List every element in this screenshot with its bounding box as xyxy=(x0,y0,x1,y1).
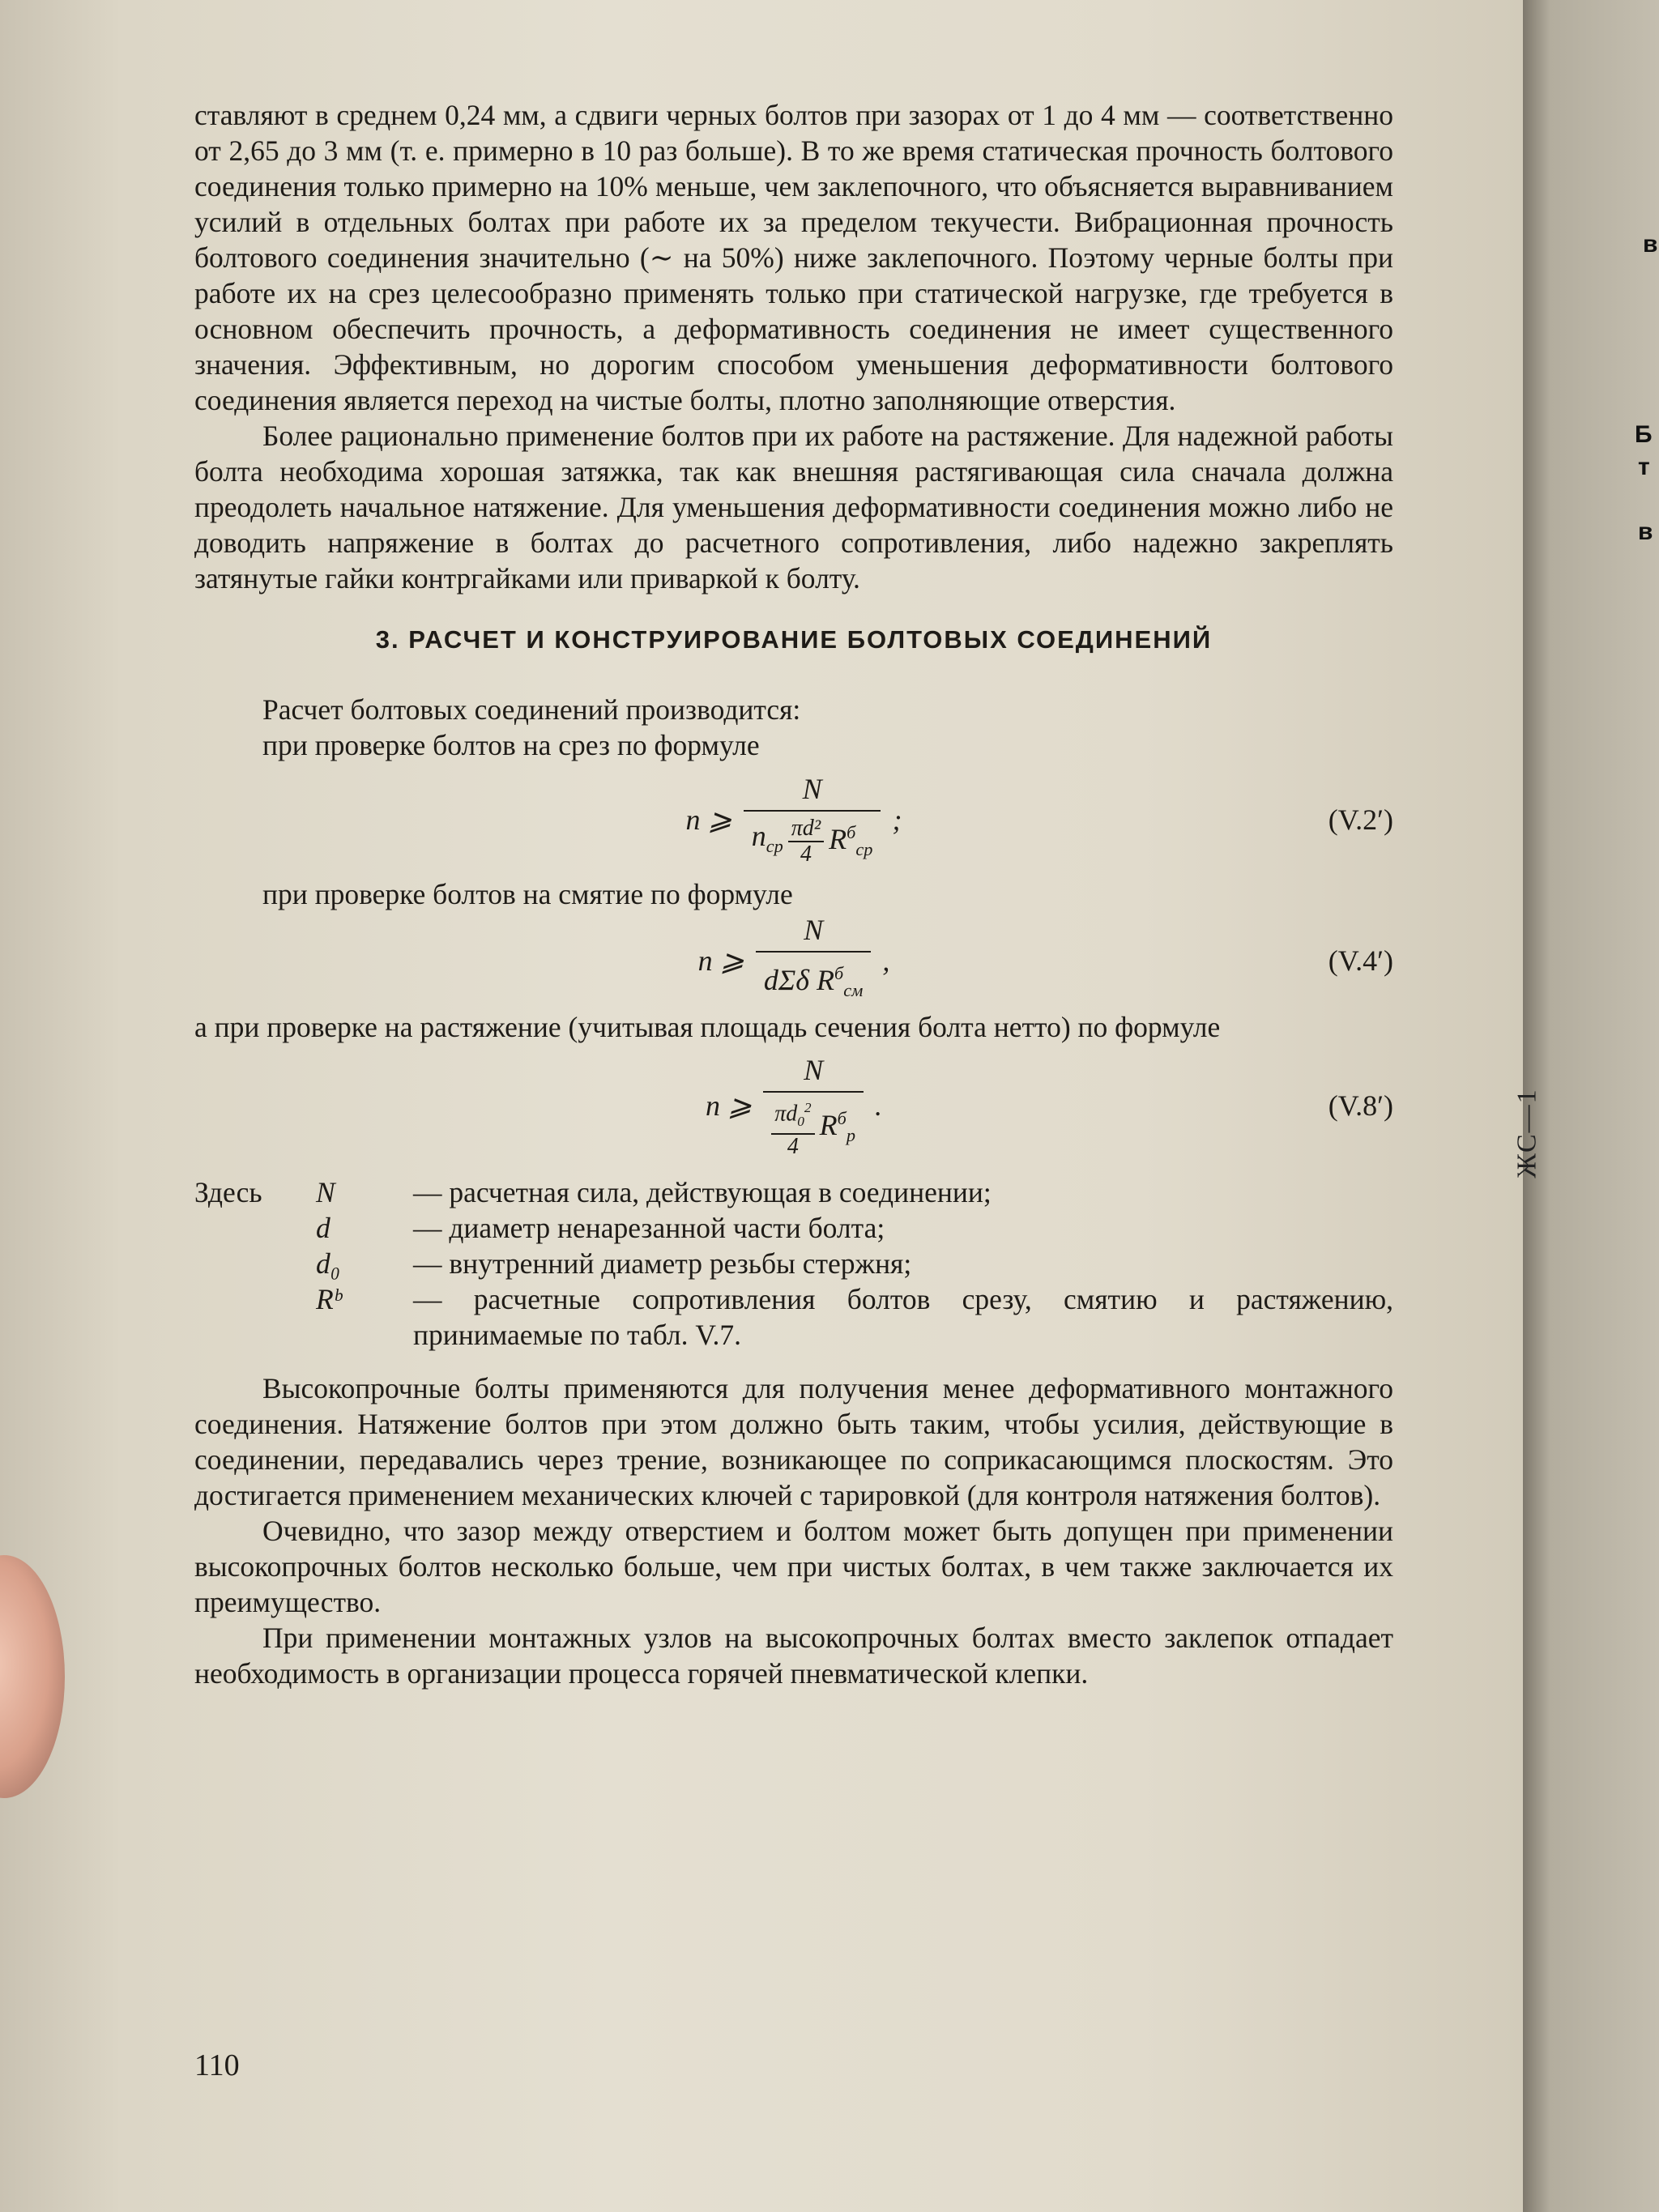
fraction xyxy=(744,771,881,867)
paragraph: а при проверке на растяжение (учитывая площадь сечения болта нетто) по формуле xyxy=(194,1011,1221,1043)
definition-symbol: d xyxy=(316,1212,331,1244)
formula-tail: ; xyxy=(892,803,902,836)
definitions-list xyxy=(194,1174,1393,1353)
intro-line: Расчет болтовых соединений производится: xyxy=(262,693,801,726)
formula-tail: , xyxy=(882,944,890,977)
page-text xyxy=(194,97,1393,1691)
definition-item xyxy=(316,1246,1393,1281)
page-number: 110 xyxy=(194,2048,240,2082)
denominator xyxy=(763,1091,864,1160)
inner-num-base: πd xyxy=(774,1100,798,1126)
next-page-letter: т xyxy=(1638,454,1650,480)
definition-text: — внутренний диаметр резьбы стержня; xyxy=(413,1247,912,1280)
definition-symbol: d₀ xyxy=(316,1247,341,1280)
fraction xyxy=(763,1052,864,1160)
numerator: N xyxy=(802,773,822,806)
den-symbol: n xyxy=(751,820,766,853)
denominator xyxy=(756,951,872,1008)
definitions-body xyxy=(316,1174,1393,1353)
formula-lhs: n ⩾ xyxy=(706,1089,753,1122)
inner-denominator: 4 xyxy=(787,1134,799,1160)
definition-text: — расчетная сила, действующая в соединении; xyxy=(413,1176,992,1208)
r-symbol: R xyxy=(829,823,847,856)
inner-numerator: πd² xyxy=(788,816,824,842)
inner-fraction xyxy=(771,1096,814,1160)
inner-denominator: 4 xyxy=(800,842,812,867)
fraction xyxy=(756,912,872,1008)
paragraph: при проверке болтов на смятие по формуле xyxy=(262,878,793,910)
spine-marking: ЖС—1 xyxy=(1512,1088,1542,1178)
next-page-letter: в xyxy=(1638,518,1653,545)
numerator: N xyxy=(804,914,824,947)
paragraph: При применении монтажных узлов на высокопрочных болтах вместо заклепок отпадает необходимость в организации процесса горячей пневматической клепки. xyxy=(194,1622,1393,1690)
inner-fraction xyxy=(788,816,824,867)
equation-number: (V.4′) xyxy=(1328,944,1393,977)
r-subscript: см xyxy=(843,980,864,1001)
definition-item xyxy=(316,1281,1393,1353)
den-subscript: ср xyxy=(766,836,783,857)
r-subscript: ср xyxy=(855,839,873,860)
inner-num-superscript: 2 xyxy=(804,1099,812,1115)
definition-text: — диаметр ненарезанной части болта; xyxy=(413,1212,885,1244)
definition-symbol: Rᵇ xyxy=(316,1283,342,1315)
equation-number: (V.8′) xyxy=(1328,1089,1393,1122)
paragraph: Более рационально применение болтов при их работе на растяжение. Для надежной работы болта необходима хорошая затяжка, так как внешняя растягивающая сила сначала должна преодолеть начальное натяжение. Для уменьшения деформативности соединения можно либо не доводить напряжение в болтах до расчетного сопротивления, либо надежно закреплять затянутые гайки контргайками или приваркой к болту. xyxy=(194,420,1393,595)
next-page-edge xyxy=(1523,0,1659,2212)
intro-line: при проверке болтов на срез по формуле xyxy=(262,729,760,761)
r-superscript: б xyxy=(847,822,856,843)
r-superscript: б xyxy=(834,963,844,984)
definition-item xyxy=(316,1210,1393,1246)
paragraph: Очевидно, что зазор между отверстием и болтом может быть допущен при применении высокопрочных болтов несколько больше, чем при чистых болтах, в чем также заключается их преимущество. xyxy=(194,1515,1393,1618)
definition-symbol: N xyxy=(316,1176,335,1208)
definitions-label: Здесь xyxy=(194,1176,262,1208)
r-subscript: р xyxy=(846,1125,855,1146)
next-page-letter: в xyxy=(1643,231,1658,258)
inner-numerator xyxy=(771,1096,814,1136)
section-heading: 3. РАСЧЕТ И КОНСТРУИРОВАНИЕ БОЛТОВЫХ СОЕДИНЕНИЙ xyxy=(375,625,1213,654)
formula-v8 xyxy=(194,1045,1393,1166)
r-superscript: б xyxy=(837,1108,847,1129)
formula-v2 xyxy=(194,763,1393,876)
formula-lhs: n ⩾ xyxy=(685,803,732,836)
den-symbol: dΣδ R xyxy=(763,964,834,997)
definition-item xyxy=(316,1174,1393,1210)
r-symbol: R xyxy=(819,1109,838,1142)
formula-tail: . xyxy=(874,1089,882,1122)
next-page-letter: Б xyxy=(1635,421,1653,448)
denominator xyxy=(744,810,881,867)
equation-number: (V.2′) xyxy=(1328,803,1393,836)
formula-lhs: n ⩾ xyxy=(697,944,744,977)
numerator: N xyxy=(804,1053,824,1086)
paragraph: ставляют в среднем 0,24 мм, а сдвиги черных болтов при зазорах от 1 до 4 мм — соответственно от 2,65 до 3 мм (т. е. примерно в 10 раз больше). В то же время статическая прочность болтового соединения только примерно на 10% меньше, чем заклепочного, что объясняется выравниванием усилий в отдельных болтах при работе их за пределом текучести. Вибрационная прочность болтового соединения значительно (∼ на 50%) ниже заклепочного. Поэтому черные болты при работе их на срез целесообразно применять только при статической нагрузке, где требуется в основном обеспечить прочность, а деформативность соединения не имеет существенного значения. Эффективным, но дорогим способом уменьшения деформативности болтового соединения является переход на чистые болты, плотно заполняющие отверстия. xyxy=(194,99,1393,416)
paragraph: Высокопрочные болты применяются для получения менее деформативного монтажного соединения. Натяжение болтов при этом должно быть таким, чтобы усилия, действующие в соединении, передавались через трение, возникающее по соприкасающимся плоскостям. Это достигается применением механических ключей с тарировкой (для контроля натяжения болтов). xyxy=(194,1372,1393,1511)
inner-num-subscript: 0 xyxy=(797,1113,804,1129)
formula-v4 xyxy=(194,912,1393,1009)
definition-text: — расчетные сопротивления болтов срезу, смятию и растяжению, принимаемые по табл. V.7. xyxy=(413,1283,1393,1351)
